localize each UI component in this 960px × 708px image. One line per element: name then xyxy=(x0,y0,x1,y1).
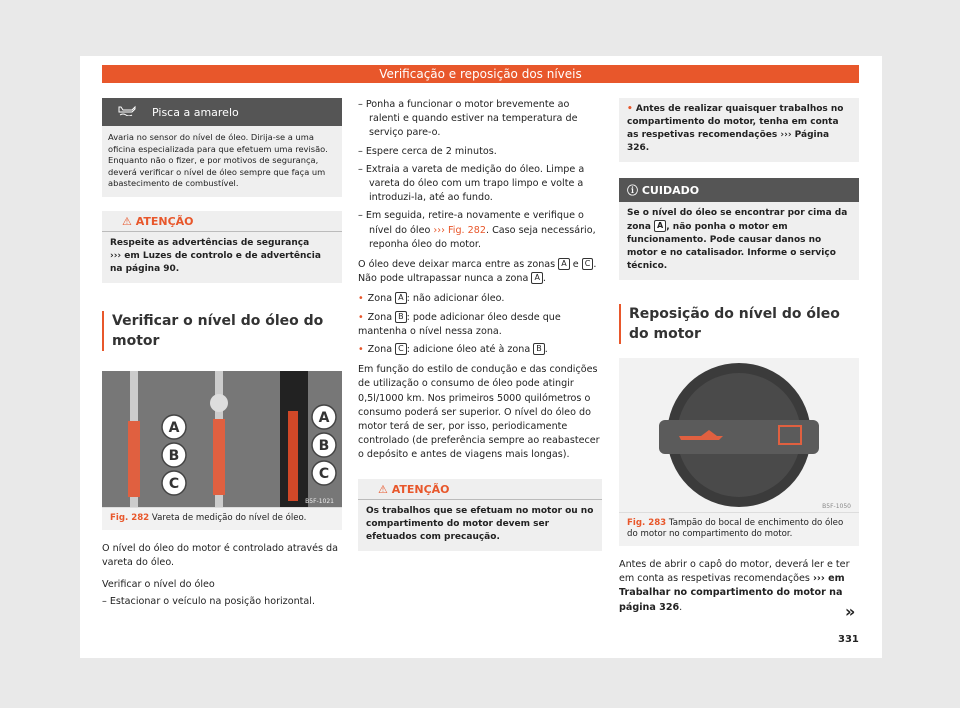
warning-icon: ⚠ xyxy=(122,214,136,228)
figure-caption: Vareta de medição do nível de óleo. xyxy=(151,512,307,523)
page-link[interactable]: ››› em Trabalhar no compartimento do motor na página 326 xyxy=(619,573,845,613)
figure-label: C xyxy=(168,475,180,492)
status-box xyxy=(102,98,342,197)
figure-code: B5F-1021 xyxy=(305,497,334,505)
warning-icon: ⚠ xyxy=(378,482,392,496)
paragraph: O nível do óleo do motor é controlado através da vareta do óleo. xyxy=(102,542,339,569)
list-item: • Zona C : adicione óleo até à zona B . xyxy=(358,343,602,357)
left-column xyxy=(102,98,342,609)
caution-text: Se o nível do óleo se encontrar por cima da zona A , não ponha o motor em funcionamento. Pode causar danos no motor e no catalisador. Informe o serviço técnico. xyxy=(627,208,848,271)
oil-level-icon xyxy=(102,104,152,120)
info-icon: ⓘ xyxy=(627,184,642,197)
step-item: – Estacionar o veículo na posição horizontal. xyxy=(102,595,316,607)
list-item: • Zona B : pode adicionar óleo desde que mantenha o nível nessa zona. xyxy=(358,311,602,339)
figure-283 xyxy=(619,358,859,546)
page-number: 331 xyxy=(838,634,859,645)
warning-text: Os trabalhos que se efetuam no motor ou no compartimento do motor devem ser efetuados com precaução. xyxy=(366,505,594,542)
warning-text: Antes de realizar quaisquer trabalhos no compartimento do motor, tenha em conta as respetivas recomendações ››› Página 326. xyxy=(627,104,844,153)
warning-text: Respeite as advertências de segurança xyxy=(110,237,310,248)
figure-label: A xyxy=(168,419,180,436)
paragraph: Em função do estilo de condução e das condições de utilização o consumo de óleo pode atingir 0,5l/1000 km. Nos primeiros 5000 quilómetros o consumo poderá ser superior. O nível do óleo do motor terá de ser, por isso, periodicamente controlado (de preferência sempre ao reabastecer o depósito e antes de viagens mais longas). xyxy=(358,364,600,461)
figure-number: Fig. 282 xyxy=(110,512,150,523)
warning-link[interactable]: ››› em Luzes de controlo e de advertência na página 90. xyxy=(110,250,321,274)
warning-box: • Antes de realizar quaisquer trabalhos no compartimento do motor, tenha em conta as respetivas recomendações ››› Página 326. xyxy=(619,98,859,162)
continued-mark: » xyxy=(845,602,856,621)
figure-label: B xyxy=(318,437,330,454)
figure-label: B xyxy=(168,447,180,464)
step-item: – Em seguida, retire-a novamente e verifique o nível do óleo ››› Fig. 282. Caso seja necessário, reponha óleo do motor. xyxy=(358,210,596,250)
warning-box: ⚠ ATENÇÃO Os trabalhos que se efetuam no motor ou no compartimento do motor devem ser efetuados com precaução. xyxy=(358,479,602,551)
oil-cap-illustration xyxy=(619,358,859,512)
figure-label: A xyxy=(318,409,330,426)
figure-number: Fig. 283 xyxy=(627,518,667,528)
figure-link[interactable]: ››› Fig. 282 xyxy=(433,224,486,236)
figure-code: B5F-1050 xyxy=(822,503,851,510)
paragraph: Antes de abrir o capô do motor, deverá ler e ter em conta as respetivas recomendações ››› em Trabalhar no compartimento do motor na página 326. xyxy=(619,559,850,613)
middle-column xyxy=(358,98,602,551)
right-column xyxy=(619,98,859,615)
list-item: • Zona A : não adicionar óleo. xyxy=(358,292,602,306)
step-item: – Extraia a vareta de medição do óleo. Limpe a vareta do óleo com um trapo limpo e volte a introduzi-la, até ao fundo. xyxy=(358,163,585,204)
section-heading: Reposição do nível do óleo do motor xyxy=(619,304,859,344)
step-item: – Espere cerca de 2 minutos. xyxy=(358,145,497,157)
status-title: Pisca a amarelo xyxy=(152,105,239,119)
dipstick-illustration xyxy=(102,371,342,507)
step-item: – Ponha a funcionar o motor brevemente ao ralenti e quando estiver na temperatura de serviço pare-o. xyxy=(358,99,578,139)
figure-caption: Tampão do bocal de enchimento do óleo do motor no compartimento do motor. xyxy=(627,518,844,539)
section-heading: Verificar o nível do óleo do motor xyxy=(102,311,342,351)
figure-label: C xyxy=(318,465,330,482)
figure-282 xyxy=(102,371,342,530)
status-text: Avaria no sensor do nível de óleo. Dirija-se a uma oficina especializada para que efetuem uma revisão. Enquanto não o fizer, e por motivos de segurança, deverá verificar o nível de óleo sempre que faça um abastecimento de combustível. xyxy=(108,132,328,189)
subheading: Verificar o nível do óleo xyxy=(102,579,215,591)
chapter-header: Verificação e reposição dos níveis xyxy=(102,65,859,83)
warning-box: ⚠ ATENÇÃO Respeite as advertências de segurança ››› em Luzes de controlo e de advertência na página 90. xyxy=(102,211,342,283)
paragraph: O óleo deve deixar marca entre as zonas A e C . Não pode ultrapassar nunca a zona A . xyxy=(358,259,597,285)
caution-box: ⓘ CUIDADO Se o nível do óleo se encontrar por cima da zona A , não ponha o motor em funcionamento. Pode causar danos no motor e no catalisador. Informe o serviço técnico. xyxy=(619,178,859,280)
